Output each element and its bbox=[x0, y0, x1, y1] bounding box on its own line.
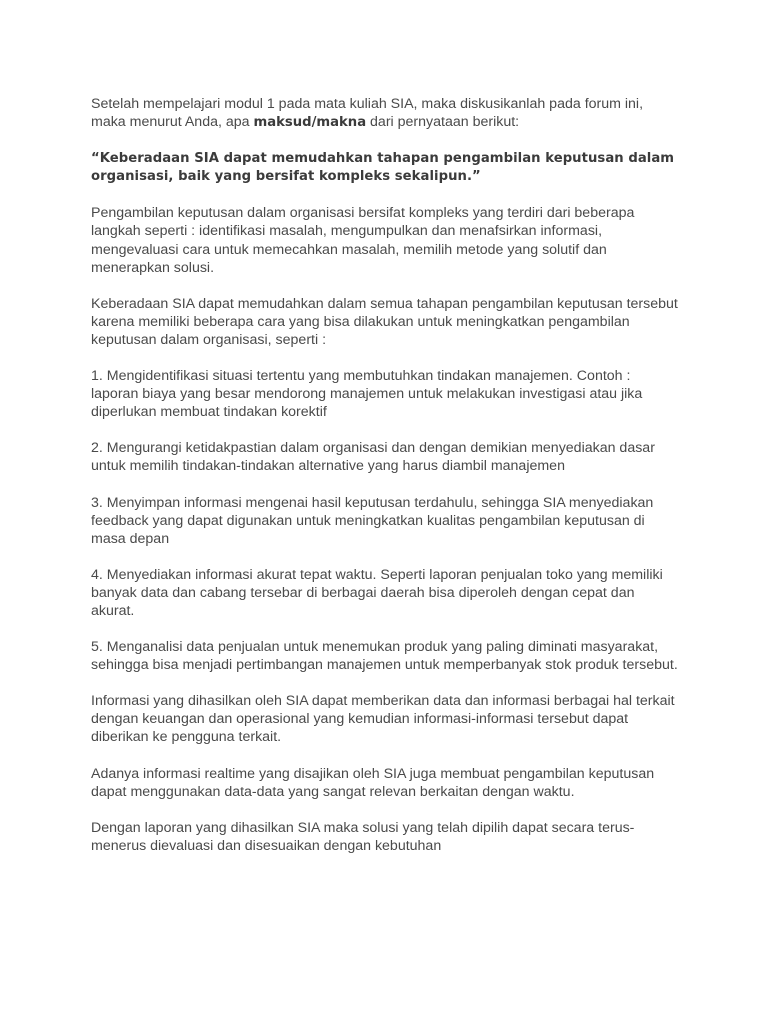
list-item-5: 5. Menganalisi data penjualan untuk menemukan produk yang paling diminati masyarakat, sehingga bisa menjadi pertimbangan manajemen untuk memperbanyak stok produk tersebut. bbox=[91, 639, 678, 674]
paragraph-realtime: Adanya informasi realtime yang disajikan oleh SIA juga membuat pengambilan keputusan dapat menggunakan data-data yang sangat relevan berkaitan dengan waktu. bbox=[91, 765, 655, 800]
list-item-4: 4. Menyediakan informasi akurat tepat waktu. Seperti laporan penjualan toko yang memiliki banyak data dan cabang tersebar di berbagai daerah bisa diperoleh dengan cepat dan akurat. bbox=[91, 566, 663, 619]
paragraph-sia-benefits: Keberadaan SIA dapat memudahkan dalam semua tahapan pengambilan keputusan tersebut karena memiliki beberapa cara yang bisa dilakukan untuk meningkatkan pengambilan keputusan dalam organisasi, seperti : bbox=[91, 295, 678, 348]
paragraph-information: Informasi yang dihasilkan oleh SIA dapat memberikan data dan informasi berbagai hal terkait dengan keuangan dan operasional yang kemudian informasi-informasi tersebut dapat diberikan ke pengguna terkait. bbox=[91, 693, 675, 746]
intro-paragraph bbox=[91, 95, 681, 132]
intro-text-start: Setelah mempelajari modul 1 pada mata kuliah SIA, maka diskusikanlah pada forum ini, maka menurut Anda, apa bbox=[91, 96, 644, 131]
quoted-statement: “Keberadaan SIA dapat memudahkan tahapan pengambilan keputusan dalam organisasi, baik yang bersifat kompleks sekalipun.” bbox=[91, 151, 675, 185]
paragraph-conclusion: Dengan laporan yang dihasilkan SIA maka solusi yang telah dipilih dapat secara terus-menerus dievaluasi dan disesuaikan dengan kebutuhan bbox=[91, 819, 635, 854]
list-item-1: 1. Mengidentifikasi situasi tertentu yang membutuhkan tindakan manajemen. Contoh : laporan biaya yang besar mendorong manajemen untuk melakukan investigasi atau jika diperlukan membuat tindakan korektif bbox=[91, 368, 643, 421]
document-body bbox=[91, 95, 681, 873]
list-item-3: 3. Menyimpan informasi mengenai hasil keputusan terdahulu, sehingga SIA menyediakan feedback yang dapat digunakan untuk meningkatkan kualitas pengambilan keputusan di masa depan bbox=[91, 494, 654, 547]
paragraph-decision-steps: Pengambilan keputusan dalam organisasi bersifat kompleks yang terdiri dari beberapa langkah seperti : identifikasi masalah, mengumpulkan dan menafsirkan informasi, mengevaluasi cara untuk memecahkan masalah, memilih metode yang solutif dan menerapkan solusi. bbox=[91, 205, 635, 276]
intro-bold-term: maksud/makna bbox=[253, 115, 367, 131]
intro-text-end: dari pernyataan berikut: bbox=[366, 114, 520, 131]
list-item-2: 2. Mengurangi ketidakpastian dalam organisasi dan dengan demikian menyediakan dasar untuk memilih tindakan-tindakan alternative yang harus diambil manajemen bbox=[91, 440, 655, 475]
